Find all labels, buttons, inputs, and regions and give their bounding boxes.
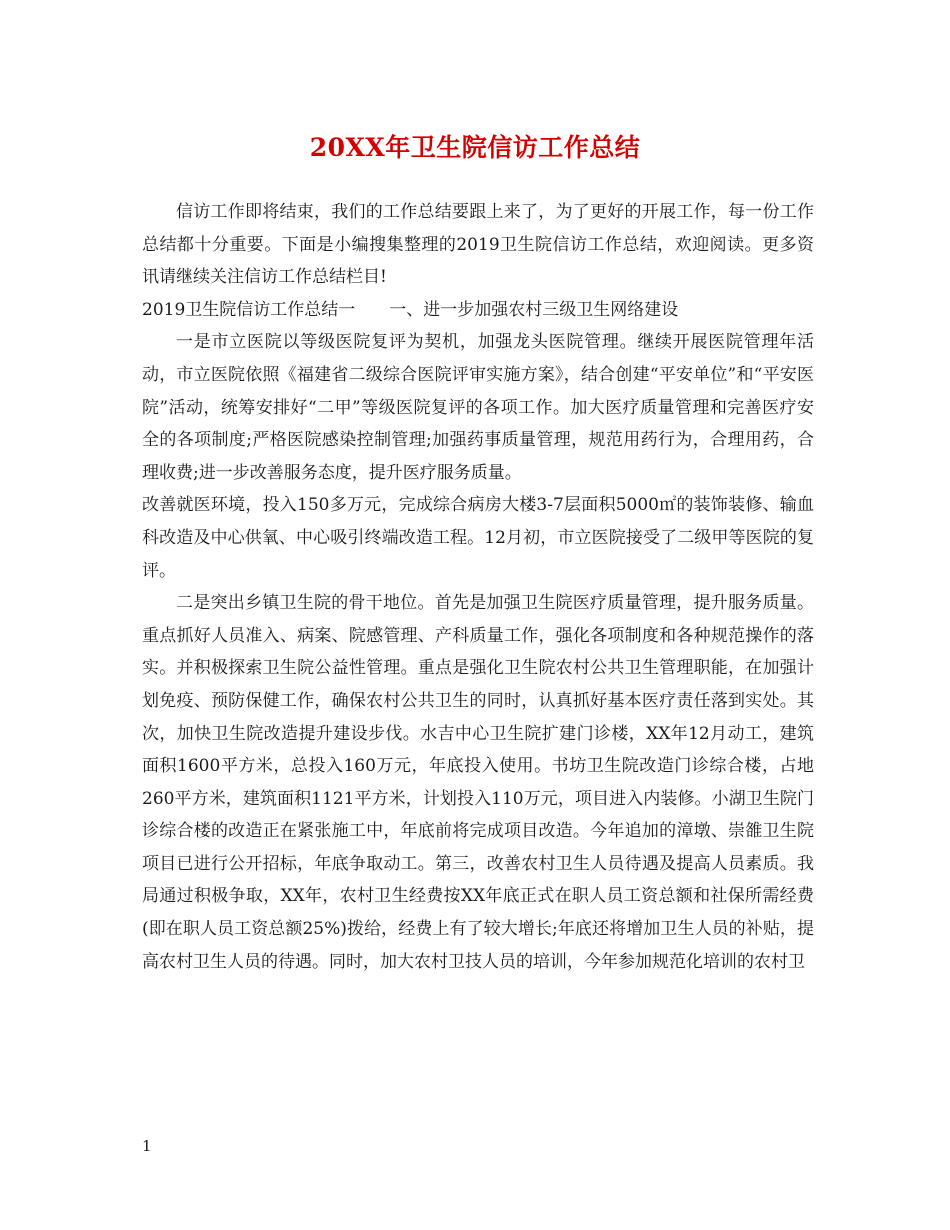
section-heading: 一、进一步加强农村三级卫生网络建设 (389, 299, 679, 320)
document-title: 20XX年卫生院信访工作总结 (309, 133, 641, 162)
summary-heading: 2019卫生院信访工作总结一 (142, 299, 356, 320)
paragraph-township-hospitals: 二是突出乡镇卫生院的骨干地位。首先是加强卫生院医疗质量管理，提升服务质量。重点抓好人员准入、病案、院感管理、产科质量工作，强化各项制度和各种规范操作的落实。并积极探索卫生院公益性管理。重点是强化卫生院农村公共卫生管理职能，在加强计划免疫、预防保健工作，确保农村公共卫生的同时，认真抓好基本医疗责任落到实处。其次，加快卫生院改造提升建设步伐。水吉中心卫生院扩建门诊楼，XX年12月动工，建筑面积1600平方米，总投入160万元，年底投入使用。书坊卫生院改造门诊综合楼，占地260平方米，建筑面积1121平方米，计划投入110万元，项目进入内装修。小湖卫生院门诊综合楼的改造正在紧张施工中，年底前将完成项目改造。今年追加的漳墩、崇雒卫生院项目已进行公开招标，年底争取动工。第三，改善农村卫生人员待遇及提高人员素质。我局通过积极争取，XX年，农村卫生经费按XX年底正式在职人员工资总额和社保所需经费(即在职人员工资总额25%)拨给，经费上有了较大增长;年底还将增加卫生人员的补贴，提高农村卫生人员的待遇。同时，加大农村卫技人员的培训，今年参加规范化培训的农村卫 (142, 593, 814, 972)
document-body (142, 196, 814, 978)
intro-paragraph: 信访工作即将结束，我们的工作总结要跟上来了，为了更好的开展工作，每一份工作总结都十分重要。下面是小编搜集整理的2019卫生院信访工作总结，欢迎阅读。更多资讯请继续关注信访工作总结栏目! (142, 202, 814, 288)
paragraph-city-hospital: 一是市立医院以等级医院复评为契机，加强龙头医院管理。继续开展医院管理年活动，市立医院依照《福建省二级综合医院评审实施方案》，结合创建“平安单位”和“平安医院”活动，统筹安排好“二甲”等级医院复评的各项工作。加大医疗质量管理和完善医疗安全的各项制度;严格医院感染控制管理;加强药事质量管理，规范用药行为，合理用药，合理收费;进一步改善服务态度，提升医疗服务质量。 (142, 332, 814, 483)
section-heading-line (142, 294, 814, 327)
page-number: 1 (142, 1137, 152, 1155)
paragraph-environment: 改善就医环境，投入150多万元，完成综合病房大楼3-7层面积5000㎡的装饰装修、输血科改造及中心供氧、中心吸引终端改造工程。12月初，市立医院接受了二级甲等医院的复评。 (142, 495, 814, 581)
